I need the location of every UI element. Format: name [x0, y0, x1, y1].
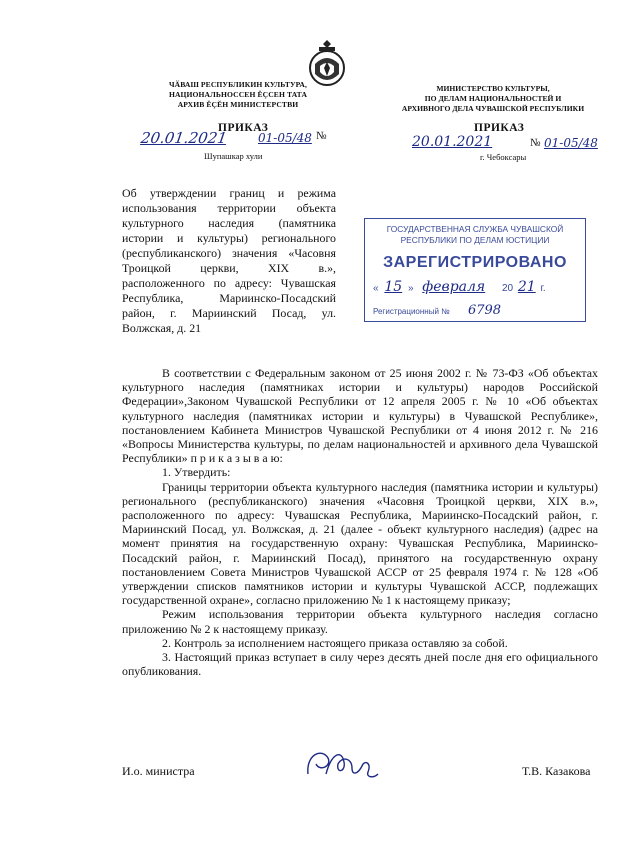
- registration-stamp: [364, 218, 586, 322]
- signatory-name: Т.В. Казакова: [522, 764, 591, 778]
- stamp-date: [373, 279, 579, 295]
- city-chuvash: Шупашкар хули: [204, 151, 263, 161]
- ministry-name-russian: [388, 84, 598, 114]
- order-number-left: 01-05/48: [258, 131, 312, 145]
- stamp-registration: [373, 303, 501, 318]
- org-right-line: МИНИСТЕРСТВО КУЛЬТУРЫ,: [436, 84, 550, 93]
- order-title: Об утверждении границ и режима использования территории объекта культурного наследия (памятника истории и культуры) регионального (республиканского) значения «Часовня Троицкой церкви, XIX в.», расположенного по адресу: Чувашская Республика, Мариинско-Посадский район, г. Мариинский Посад, ул. Волжская, д. 21: [122, 186, 336, 335]
- org-right-line: ПО ДЕЛАМ НАЦИОНАЛЬНОСТЕЙ И: [424, 94, 562, 103]
- stamp-year-prefix: 20: [501, 283, 514, 294]
- city-russian: г. Чебоксары: [480, 152, 527, 162]
- stamp-quote-close: »: [407, 283, 414, 294]
- order-date-right: 20.01.2021: [412, 134, 493, 150]
- ministry-name-chuvash: [148, 80, 328, 110]
- order-number-right: 01-05/48: [544, 136, 598, 150]
- stamp-year-suffix: 21: [517, 279, 536, 295]
- stamp-day: 15: [384, 279, 403, 295]
- stamp-line: РЕСПУБЛИКИ ПО ДЕЛАМ ЮСТИЦИИ: [400, 235, 550, 245]
- org-right-line: АРХИВНОГО ДЕЛА ЧУВАШСКОЙ РЕСПУБЛИКИ: [401, 104, 585, 113]
- body-paragraph: В соответствии с Федеральным законом от 25 июня 2002 г. № 73-ФЗ «Об объектах культурного наследия (памятниках истории и культуры) народов Российской Федерации»,Законом Чувашской Республики от 12 апреля 2005 г. № 10 «Об объектах культурного наследия (памятниках истории и культуры) в Чувашской Республике», постановлением Кабинета Министров Чувашской Республики от 4 июня 2012 г. № 216 «Вопросы Министерства культуры, по делам национальностей и архивного дела Чувашской Республики» п р и к а з ы в а ю:: [122, 366, 598, 466]
- body-paragraph: 1. Утвердить:: [162, 465, 231, 480]
- signatory-role: И.о. министра: [122, 764, 195, 778]
- number-sign-right: №: [530, 137, 541, 149]
- stamp-quote-open: «: [373, 283, 379, 294]
- org-left-line: АРХИВ ĔÇĔН МИНИСТЕРСТВИ: [177, 100, 299, 109]
- body-paragraph: Границы территории объекта культурного наследия (памятника истории и культуры) регионального (республиканского) значения «Часовня Троицкой церкви, XIX в.», расположенного по адресу: Чувашская Республика, Мариинско-Посадский район, г. Мариинский Посад, ул. Волжская, д. 21 (далее - объект культурного наследия) (адрес на момент принятия на государственную охрану: Чувашская Республика, Мариинско-Посадский район, г. Мариинский Посад), принятого на государственную охрану постановлением Совета Министров Чувашской АССР от 25 февраля 1974 г. № 128 «Об утверждении списков памятников истории и культуры Чувашской АССР, подлежащих государственной охране», согласно приложению № 1 к настоящему приказу;: [122, 479, 598, 608]
- stamp-reg-label: Регистрационный №: [373, 307, 450, 316]
- stamp-authority: [365, 224, 585, 246]
- stamp-registered: ЗАРЕГИСТРИРОВАНО: [383, 254, 567, 271]
- org-left-line: ЧӐВАШ РЕСПУБЛИКИН КУЛЬТУРА,: [168, 80, 308, 89]
- body-paragraph: Режим использования территории объекта культурного наследия согласно приложению № 2 к настоящему приказу.: [122, 607, 598, 636]
- body-paragraph: 3. Настоящий приказ вступает в силу через десять дней после дня его официального опубликования.: [122, 650, 598, 679]
- order-date-left: 20.01.2021: [139, 129, 229, 147]
- stamp-year-unit: г.: [540, 283, 546, 294]
- stamp-reg-number: 6798: [467, 303, 502, 318]
- handwritten-signature: [302, 744, 382, 784]
- org-left-line: НАЦИОНАЛЬНОССЕН ĔÇСЕН ТАТА: [168, 90, 308, 99]
- order-heading-russian: ПРИКАЗ: [474, 122, 525, 134]
- order-heading-chuvash: ПРИКАЗ: [218, 122, 269, 134]
- stamp-month: февраля: [422, 279, 486, 295]
- stamp-line: ГОСУДАРСТВЕННАЯ СЛУЖБА ЧУВАШСКОЙ: [386, 224, 564, 234]
- body-paragraph: 2. Контроль за исполнением настоящего приказа оставляю за собой.: [162, 635, 508, 650]
- number-sign-left: №: [316, 130, 327, 142]
- order-body: [122, 366, 598, 678]
